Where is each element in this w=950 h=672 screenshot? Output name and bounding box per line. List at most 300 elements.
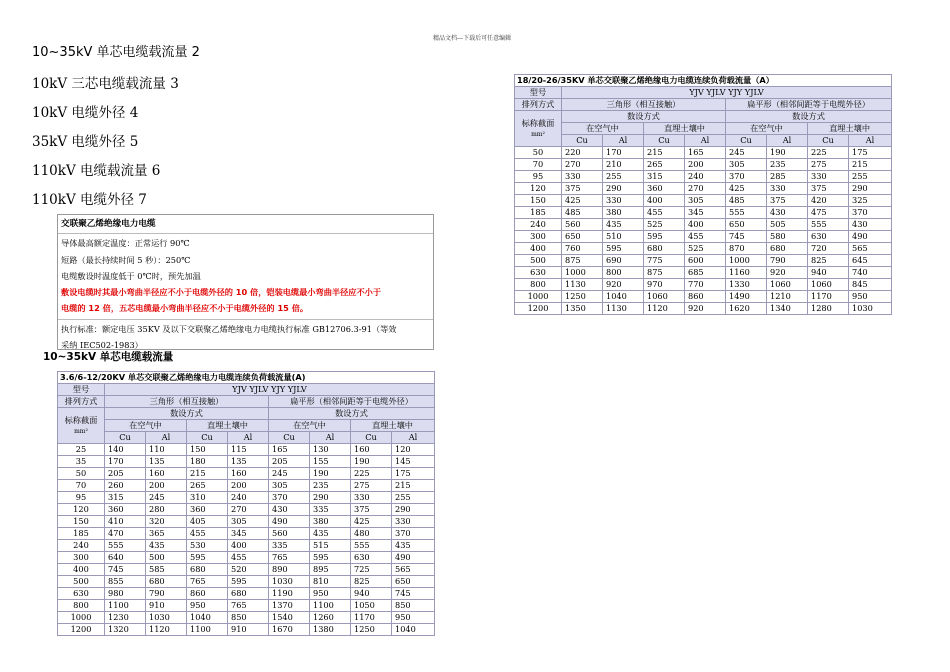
ampacity-cell: 305 [726, 159, 767, 171]
ampacity-cell: 560 [269, 528, 310, 540]
ampacity-cell: 1330 [726, 279, 767, 291]
table-caption: 18/20-26/35KV 单芯交联聚乙烯绝缘电力电缆连续负荷载流量（A） [515, 75, 892, 87]
ampacity-cell: 170 [105, 456, 146, 468]
ampacity-cell: 430 [849, 219, 892, 231]
ampacity-cell: 630 [808, 231, 849, 243]
ampacity-cell: 290 [392, 504, 435, 516]
ampacity-cell: 315 [105, 492, 146, 504]
table-row [58, 540, 435, 552]
ampacity-cell: 430 [767, 207, 808, 219]
info-line: 导体最高额定温度：正常运行 90℃ [61, 238, 190, 249]
ampacity-cell: 745 [726, 231, 767, 243]
table-row [515, 255, 892, 267]
ampacity-cell: 1100 [310, 600, 351, 612]
ampacity-cell: 240 [685, 171, 726, 183]
table-row [58, 516, 435, 528]
cu-label: Cu [105, 432, 146, 444]
ampacity-cell: 580 [767, 231, 808, 243]
ampacity-cell: 330 [767, 183, 808, 195]
arrangement-label: 排列方式 [515, 99, 562, 111]
ampacity-cell: 430 [269, 504, 310, 516]
ampacity-cell: 200 [685, 159, 726, 171]
ampacity-cell: 205 [269, 456, 310, 468]
ampacity-cell: 860 [685, 291, 726, 303]
ampacity-cell: 330 [351, 492, 392, 504]
ampacity-cell: 1250 [562, 291, 603, 303]
info-line: 电缆敷设时温度低于 0℃时，预先加温 [61, 270, 201, 281]
ampacity-cell: 180 [187, 456, 228, 468]
ampacity-cell: 400 [228, 540, 269, 552]
ampacity-cell: 425 [351, 516, 392, 528]
ampacity-cell: 290 [310, 492, 351, 504]
ampacity-cell: 375 [562, 183, 603, 195]
ampacity-cell: 910 [228, 624, 269, 636]
ampacity-cell: 565 [849, 243, 892, 255]
ampacity-cell: 555 [808, 219, 849, 231]
ampacity-cell: 165 [685, 147, 726, 159]
ampacity-cell: 280 [146, 504, 187, 516]
ampacity-cell: 1670 [269, 624, 310, 636]
ampacity-cell: 320 [146, 516, 187, 528]
ampacity-cell: 555 [351, 540, 392, 552]
ampacity-cell: 950 [310, 588, 351, 600]
table-row [515, 303, 892, 315]
ampacity-cell: 1190 [269, 588, 310, 600]
ampacity-cell: 510 [603, 231, 644, 243]
ampacity-cell: 115 [228, 444, 269, 456]
table-row [515, 183, 892, 195]
info-line: 短路（最长持续时间 5 秒）：250℃ [61, 254, 191, 265]
ampacity-cell: 455 [644, 207, 685, 219]
section-label: 标称截面 mm² [515, 111, 562, 147]
ampacity-cell: 1320 [105, 624, 146, 636]
cross-section-cell: 1200 [515, 303, 562, 315]
ampacity-cell: 455 [228, 552, 269, 564]
ampacity-cell: 435 [392, 540, 435, 552]
table-row [515, 279, 892, 291]
triangle-label: 三角形（相互接触） [562, 99, 726, 111]
ampacity-cell: 375 [808, 183, 849, 195]
ampacity-cell: 140 [105, 444, 146, 456]
cross-section-cell: 95 [58, 492, 105, 504]
ampacity-cell: 525 [685, 243, 726, 255]
table-row [515, 159, 892, 171]
ampacity-cell: 455 [685, 231, 726, 243]
ampacity-cell: 290 [849, 183, 892, 195]
ampacity-cell: 1100 [105, 600, 146, 612]
ampacity-cell: 505 [767, 219, 808, 231]
cross-section-cell: 500 [515, 255, 562, 267]
ampacity-cell: 380 [310, 516, 351, 528]
ampacity-cell: 275 [808, 159, 849, 171]
ampacity-cell: 680 [187, 564, 228, 576]
laying-label: 数设方式 [726, 111, 892, 123]
ampacity-cell: 1490 [726, 291, 767, 303]
ampacity-cell: 825 [808, 255, 849, 267]
cross-section-cell: 150 [58, 516, 105, 528]
ampacity-cell: 215 [187, 468, 228, 480]
laying-label: 数设方式 [105, 408, 269, 420]
ampacity-cell: 1000 [726, 255, 767, 267]
cross-section-cell: 70 [515, 159, 562, 171]
cu-label: Cu [562, 135, 603, 147]
ampacity-cell: 770 [685, 279, 726, 291]
ampacity-cell: 345 [685, 207, 726, 219]
ampacity-cell: 370 [726, 171, 767, 183]
ampacity-cell: 175 [849, 147, 892, 159]
triangle-label: 三角形（相互接触） [105, 396, 269, 408]
table-row [58, 504, 435, 516]
ampacity-cell: 725 [351, 564, 392, 576]
cu-label: Cu [351, 432, 392, 444]
cross-section-cell: 240 [515, 219, 562, 231]
cu-label: Cu [187, 432, 228, 444]
ampacity-cell: 1170 [351, 612, 392, 624]
toc-entry-5[interactable]: 110kV 电缆载流量 6 [32, 163, 161, 179]
al-label: Al [849, 135, 892, 147]
toc-entry-4[interactable]: 35kV 电缆外径 5 [32, 134, 139, 150]
ampacity-cell: 330 [603, 195, 644, 207]
ampacity-cell: 595 [644, 231, 685, 243]
ampacity-cell: 165 [269, 444, 310, 456]
ampacity-cell: 970 [644, 279, 685, 291]
ampacity-cell: 845 [849, 279, 892, 291]
ampacity-cell: 155 [310, 456, 351, 468]
ampacity-cell: 455 [187, 528, 228, 540]
header-note: 精品文档---下载后可任意编辑 [433, 35, 512, 42]
model-label: 型号 [58, 384, 105, 396]
cross-section-cell: 95 [515, 171, 562, 183]
ampacity-cell: 305 [269, 480, 310, 492]
al-label: Al [603, 135, 644, 147]
ampacity-cell: 650 [726, 219, 767, 231]
ampacity-cell: 265 [187, 480, 228, 492]
ampacity-cell: 680 [146, 576, 187, 588]
ampacity-cell: 160 [351, 444, 392, 456]
cross-section-cell: 150 [515, 195, 562, 207]
ampacity-cell: 400 [644, 195, 685, 207]
info-warning: 敷设电缆时其最小弯曲半径应不小于电缆外径的 10 倍，铠装电缆最小弯曲半径应不小于 [61, 287, 382, 298]
ampacity-cell: 850 [228, 612, 269, 624]
ampacity-cell: 150 [187, 444, 228, 456]
section-label: 标称截面 mm² [58, 408, 105, 444]
flat-label: 扁平形（相邻间距等于电缆外径） [269, 396, 435, 408]
ampacity-cell: 245 [269, 468, 310, 480]
ampacity-cell: 1040 [187, 612, 228, 624]
table-row [515, 267, 892, 279]
ampacity-cell: 190 [351, 456, 392, 468]
cross-section-cell: 70 [58, 480, 105, 492]
ampacity-cell: 1060 [644, 291, 685, 303]
ampacity-cell: 400 [685, 219, 726, 231]
ampacity-cell: 130 [310, 444, 351, 456]
ampacity-cell: 480 [351, 528, 392, 540]
ampacity-cell: 850 [392, 600, 435, 612]
ampacity-cell: 745 [105, 564, 146, 576]
ampacity-cell: 790 [767, 255, 808, 267]
toc-entry-2[interactable]: 10kV 三芯电缆载流量 3 [32, 76, 179, 92]
al-label: Al [310, 432, 351, 444]
al-label: Al [767, 135, 808, 147]
ampacity-cell: 920 [767, 267, 808, 279]
ampacity-cell: 370 [849, 207, 892, 219]
model-label: 型号 [515, 87, 562, 99]
ampacity-cell: 1060 [767, 279, 808, 291]
ampacity-cell: 160 [146, 468, 187, 480]
cross-section-cell: 800 [515, 279, 562, 291]
ampacity-cell: 790 [146, 588, 187, 600]
ampacity-cell: 410 [105, 516, 146, 528]
ampacity-cell: 255 [849, 171, 892, 183]
ampacity-cell: 235 [767, 159, 808, 171]
ampacity-cell: 255 [603, 171, 644, 183]
ampacity-cell: 870 [726, 243, 767, 255]
ampacity-cell: 1040 [603, 291, 644, 303]
ampacity-cell: 425 [726, 183, 767, 195]
ampacity-cell: 485 [726, 195, 767, 207]
ampacity-cell: 205 [105, 468, 146, 480]
cross-section-cell: 500 [58, 576, 105, 588]
ampacity-cell: 370 [392, 528, 435, 540]
ampacity-cell: 950 [187, 600, 228, 612]
ampacity-cell: 135 [146, 456, 187, 468]
ampacity-cell: 875 [644, 267, 685, 279]
ampacity-cell: 200 [228, 480, 269, 492]
section-title: 10~35kV 单芯电缆载流量 [43, 351, 174, 363]
cu-label: Cu [726, 135, 767, 147]
ampacity-cell: 680 [767, 243, 808, 255]
ampacity-cell: 435 [603, 219, 644, 231]
ampacity-cell: 365 [146, 528, 187, 540]
ampacity-cell: 275 [351, 480, 392, 492]
cross-section-cell: 120 [58, 504, 105, 516]
ampacity-cell: 220 [562, 147, 603, 159]
ampacity-cell: 200 [146, 480, 187, 492]
cross-section-cell: 50 [58, 468, 105, 480]
info-warning: 电缆的 12 倍，五芯电缆最小弯曲半径应不小于电缆外径的 15 倍。 [61, 303, 309, 314]
ampacity-cell: 285 [767, 171, 808, 183]
ampacity-cell: 225 [351, 468, 392, 480]
cross-section-cell: 1200 [58, 624, 105, 636]
ampacity-cell: 210 [603, 159, 644, 171]
ampacity-cell: 160 [228, 468, 269, 480]
ampacity-cell: 145 [392, 456, 435, 468]
air-label: 在空气中 [726, 123, 808, 135]
ampacity-cell: 270 [685, 183, 726, 195]
ampacity-cell: 1030 [849, 303, 892, 315]
toc-entry-3[interactable]: 10kV 电缆外径 4 [32, 105, 139, 121]
table-row [515, 147, 892, 159]
ampacity-cell: 980 [105, 588, 146, 600]
ampacity-cell: 270 [562, 159, 603, 171]
ampacity-cell: 470 [105, 528, 146, 540]
ampacity-cell: 405 [187, 516, 228, 528]
ampacity-cell: 310 [187, 492, 228, 504]
ampacity-cell: 240 [228, 492, 269, 504]
cu-label: Cu [269, 432, 310, 444]
ampacity-cell: 1260 [310, 612, 351, 624]
toc-entry-6[interactable]: 110kV 电缆外径 7 [32, 192, 147, 208]
flat-label: 扁平形（相邻间距等于电缆外径） [726, 99, 892, 111]
cross-section-cell: 120 [515, 183, 562, 195]
ampacity-cell: 500 [146, 552, 187, 564]
table-row [58, 468, 435, 480]
ampacity-cell: 860 [187, 588, 228, 600]
table-row [515, 243, 892, 255]
ampacity-cell: 525 [644, 219, 685, 231]
ampacity-cell: 370 [269, 492, 310, 504]
ampacity-cell: 1160 [726, 267, 767, 279]
table-row [58, 564, 435, 576]
ampacity-cell: 360 [187, 504, 228, 516]
ampacity-cell: 595 [310, 552, 351, 564]
ampacity-cell: 720 [808, 243, 849, 255]
ampacity-cell: 560 [562, 219, 603, 231]
ampacity-cell: 1060 [808, 279, 849, 291]
ampacity-cell: 375 [351, 504, 392, 516]
ampacity-cell: 1050 [351, 600, 392, 612]
cross-section-cell: 400 [58, 564, 105, 576]
ampacity-cell: 420 [808, 195, 849, 207]
ampacity-cell: 775 [644, 255, 685, 267]
table-row [58, 612, 435, 624]
al-label: Al [392, 432, 435, 444]
table-row [58, 552, 435, 564]
table-row [58, 492, 435, 504]
ampacity-cell: 305 [685, 195, 726, 207]
cross-section-cell: 630 [515, 267, 562, 279]
ampacity-cell: 260 [105, 480, 146, 492]
ampacity-cell: 330 [392, 516, 435, 528]
laying-label: 数设方式 [269, 408, 435, 420]
ampacity-cell: 940 [808, 267, 849, 279]
ampacity-cell: 600 [685, 255, 726, 267]
ampacity-cell: 1000 [562, 267, 603, 279]
table-row [58, 624, 435, 636]
ampacity-cell: 120 [392, 444, 435, 456]
ampacity-cell: 1040 [392, 624, 435, 636]
air-label: 在空气中 [269, 420, 351, 432]
ampacity-cell: 765 [187, 576, 228, 588]
table-row [515, 291, 892, 303]
ampacity-cell: 585 [146, 564, 187, 576]
ampacity-cell: 190 [767, 147, 808, 159]
cross-section-cell: 1000 [515, 291, 562, 303]
ampacity-cell: 490 [849, 231, 892, 243]
model-values: YJV YJLV YJY YJLV [562, 87, 892, 99]
soil-label: 直埋土壤中 [808, 123, 892, 135]
ampacity-cell: 1210 [767, 291, 808, 303]
table-row [58, 576, 435, 588]
ampacity-cell: 435 [146, 540, 187, 552]
table-row [515, 195, 892, 207]
ampacity-cell: 335 [269, 540, 310, 552]
air-label: 在空气中 [562, 123, 644, 135]
info-standard: 采纳 IEC502-1983） [61, 340, 143, 351]
ampacity-cell: 190 [310, 468, 351, 480]
ampacity-cell: 490 [392, 552, 435, 564]
laying-label: 数设方式 [562, 111, 726, 123]
ampacity-cell: 1250 [351, 624, 392, 636]
table-row [58, 600, 435, 612]
ampacity-cell: 920 [685, 303, 726, 315]
ampacity-cell: 1380 [310, 624, 351, 636]
table-row [515, 207, 892, 219]
ampacity-cell: 555 [726, 207, 767, 219]
ampacity-cell: 1120 [644, 303, 685, 315]
air-label: 在空气中 [105, 420, 187, 432]
ampacity-cell: 890 [269, 564, 310, 576]
cable-info-box [57, 214, 434, 350]
ampacity-cell: 530 [187, 540, 228, 552]
ampacity-cell: 740 [849, 267, 892, 279]
ampacity-cell: 940 [351, 588, 392, 600]
cu-label: Cu [644, 135, 685, 147]
ampacity-cell: 910 [146, 600, 187, 612]
ampacity-cell: 325 [849, 195, 892, 207]
ampacity-cell: 760 [562, 243, 603, 255]
ampacity-cell: 235 [310, 480, 351, 492]
ampacity-cell: 170 [603, 147, 644, 159]
cross-section-cell: 400 [515, 243, 562, 255]
ampacity-cell: 1030 [269, 576, 310, 588]
ampacity-cell: 650 [392, 576, 435, 588]
soil-label: 直埋土壤中 [644, 123, 726, 135]
ampacity-cell: 745 [392, 588, 435, 600]
ampacity-cell: 1170 [808, 291, 849, 303]
cross-section-cell: 300 [58, 552, 105, 564]
ampacity-cell: 810 [310, 576, 351, 588]
ampacity-cell: 380 [603, 207, 644, 219]
ampacity-cell: 685 [685, 267, 726, 279]
ampacity-cell: 360 [105, 504, 146, 516]
ampacity-cell: 245 [726, 147, 767, 159]
table-row [58, 528, 435, 540]
cross-section-cell: 1000 [58, 612, 105, 624]
cross-section-cell: 800 [58, 600, 105, 612]
ampacity-cell: 680 [644, 243, 685, 255]
ampacity-cell: 950 [849, 291, 892, 303]
ampacity-cell: 305 [228, 516, 269, 528]
cu-label: Cu [808, 135, 849, 147]
table-row [58, 456, 435, 468]
ampacity-cell: 225 [808, 147, 849, 159]
ampacity-cell: 315 [644, 171, 685, 183]
ampacity-cell: 920 [603, 279, 644, 291]
ampacity-cell: 765 [228, 600, 269, 612]
ampacity-cell: 1540 [269, 612, 310, 624]
cross-section-cell: 50 [515, 147, 562, 159]
al-label: Al [146, 432, 187, 444]
ampacity-cell: 135 [228, 456, 269, 468]
ampacity-cell: 680 [228, 588, 269, 600]
ampacity-cell: 435 [310, 528, 351, 540]
ampacity-cell: 215 [392, 480, 435, 492]
ampacity-cell: 1100 [187, 624, 228, 636]
table-caption: 3.6/6-12/20KV 单芯交联聚乙烯绝缘电力电缆连续负荷载流量(A) [58, 372, 435, 384]
cross-section-cell: 25 [58, 444, 105, 456]
ampacity-cell: 1340 [767, 303, 808, 315]
toc-entry-1[interactable]: 10~35kV 单芯电缆载流量 2 [32, 45, 200, 60]
ampacity-table-20-35kv [514, 74, 892, 315]
table-row [58, 588, 435, 600]
ampacity-cell: 265 [644, 159, 685, 171]
ampacity-cell: 175 [392, 468, 435, 480]
ampacity-cell: 520 [228, 564, 269, 576]
info-standard: 执行标准：额定电压 35KV 及以下交联聚乙烯绝缘电力电缆执行标准 GB12706.3-91（等效 [58, 319, 433, 336]
ampacity-cell: 825 [351, 576, 392, 588]
ampacity-cell: 855 [105, 576, 146, 588]
